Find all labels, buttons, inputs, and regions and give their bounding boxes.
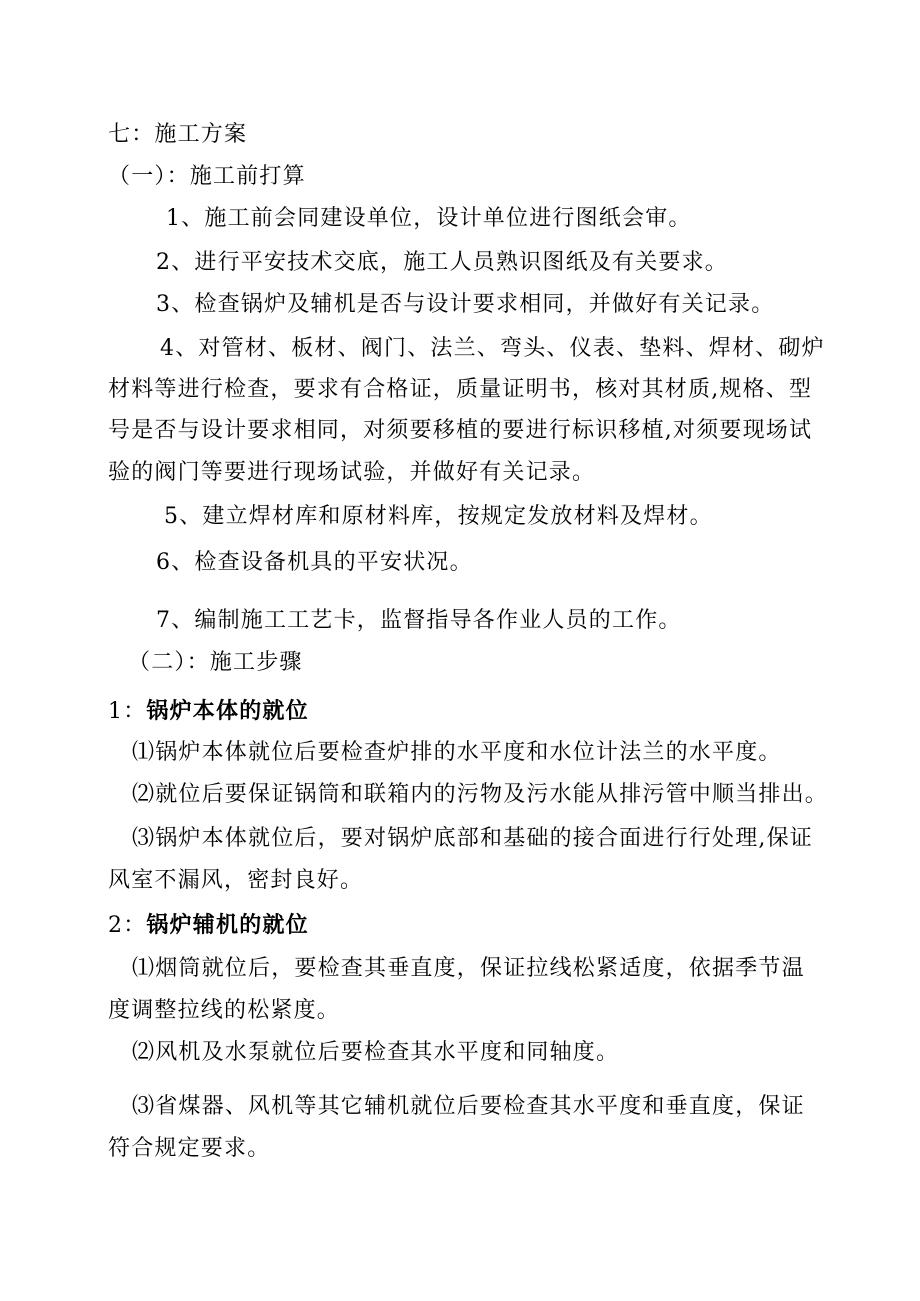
prep-item-5: 5、建立焊材库和原材料库，按规定发放材料及焊材。	[164, 504, 713, 529]
prep-item-7: 7、编制施工工艺卡，监督指导各作业人员的工作。	[156, 608, 682, 633]
part-1-heading-text: 锅炉本体的就位	[146, 698, 309, 724]
part-2-number: 2：	[108, 913, 147, 938]
prep-item-6: 6、检查设备机具的平安状况。	[156, 550, 473, 575]
part-1-item-3-line-1: ⑶锅炉本体就位后，要对锅炉底部和基础的接合面进行行处理,保证	[132, 826, 813, 851]
prep-item-3: 3、检查锅炉及辅机是否与设计要求相同，并做好有关记录。	[156, 292, 775, 317]
part-1-heading	[108, 696, 309, 727]
part-2-item-3-line-2: 符合规定要求。	[108, 1136, 271, 1161]
prep-item-4-line-1: 4、对管材、板材、阀门、法兰、弯头、仪表、垫料、焊材、砌炉	[160, 336, 825, 361]
subsection-2-title: （二）：施工步骤	[128, 650, 303, 675]
part-2-item-1-line-1: ⑴烟筒就位后，要检查其垂直度，保证拉线松紧适度，依据季节温	[132, 956, 805, 981]
prep-item-2: 2、进行平安技术交底，施工人员熟识图纸及有关要求。	[156, 250, 728, 275]
part-1-number: 1：	[108, 699, 147, 724]
part-2-item-2: ⑵风机及水泵就位后要检查其水平度和同轴度。	[132, 1040, 620, 1065]
prep-item-4-line-3: 号是否与设计要求相同，对须要移植的要进行标识移植,对须要现场试	[108, 418, 813, 443]
part-1-item-2: ⑵就位后要保证锅筒和联箱内的污物及污水能从排污管中顺当排出。	[132, 782, 829, 807]
part-2-item-1-line-2: 度调整拉线的松紧度。	[108, 998, 341, 1023]
section-title: 七：施工方案	[108, 122, 248, 147]
part-2-heading	[108, 910, 309, 941]
part-1-item-3-line-2: 风室不漏风，密封良好。	[108, 868, 364, 893]
subsection-1-title: （一）：施工前打算	[108, 164, 306, 189]
part-2-item-3-line-1: ⑶省煤器、风机等其它辅机就位后要检查其水平度和垂直度，保证	[132, 1094, 805, 1119]
part-2-heading-text: 锅炉辅机的就位	[146, 912, 309, 938]
prep-item-1: 1、施工前会同建设单位，设计单位进行图纸会审。	[166, 206, 692, 231]
part-1-item-1: ⑴锅炉本体就位后要检查炉排的水平度和水位计法兰的水平度。	[132, 740, 782, 765]
prep-item-4-line-2: 材料等进行检查，要求有合格证，质量证明书，核对其材质,规格、型	[108, 377, 813, 402]
prep-item-4-line-4: 验的阀门等要进行现场试验，并做好有关记录。	[108, 460, 596, 485]
